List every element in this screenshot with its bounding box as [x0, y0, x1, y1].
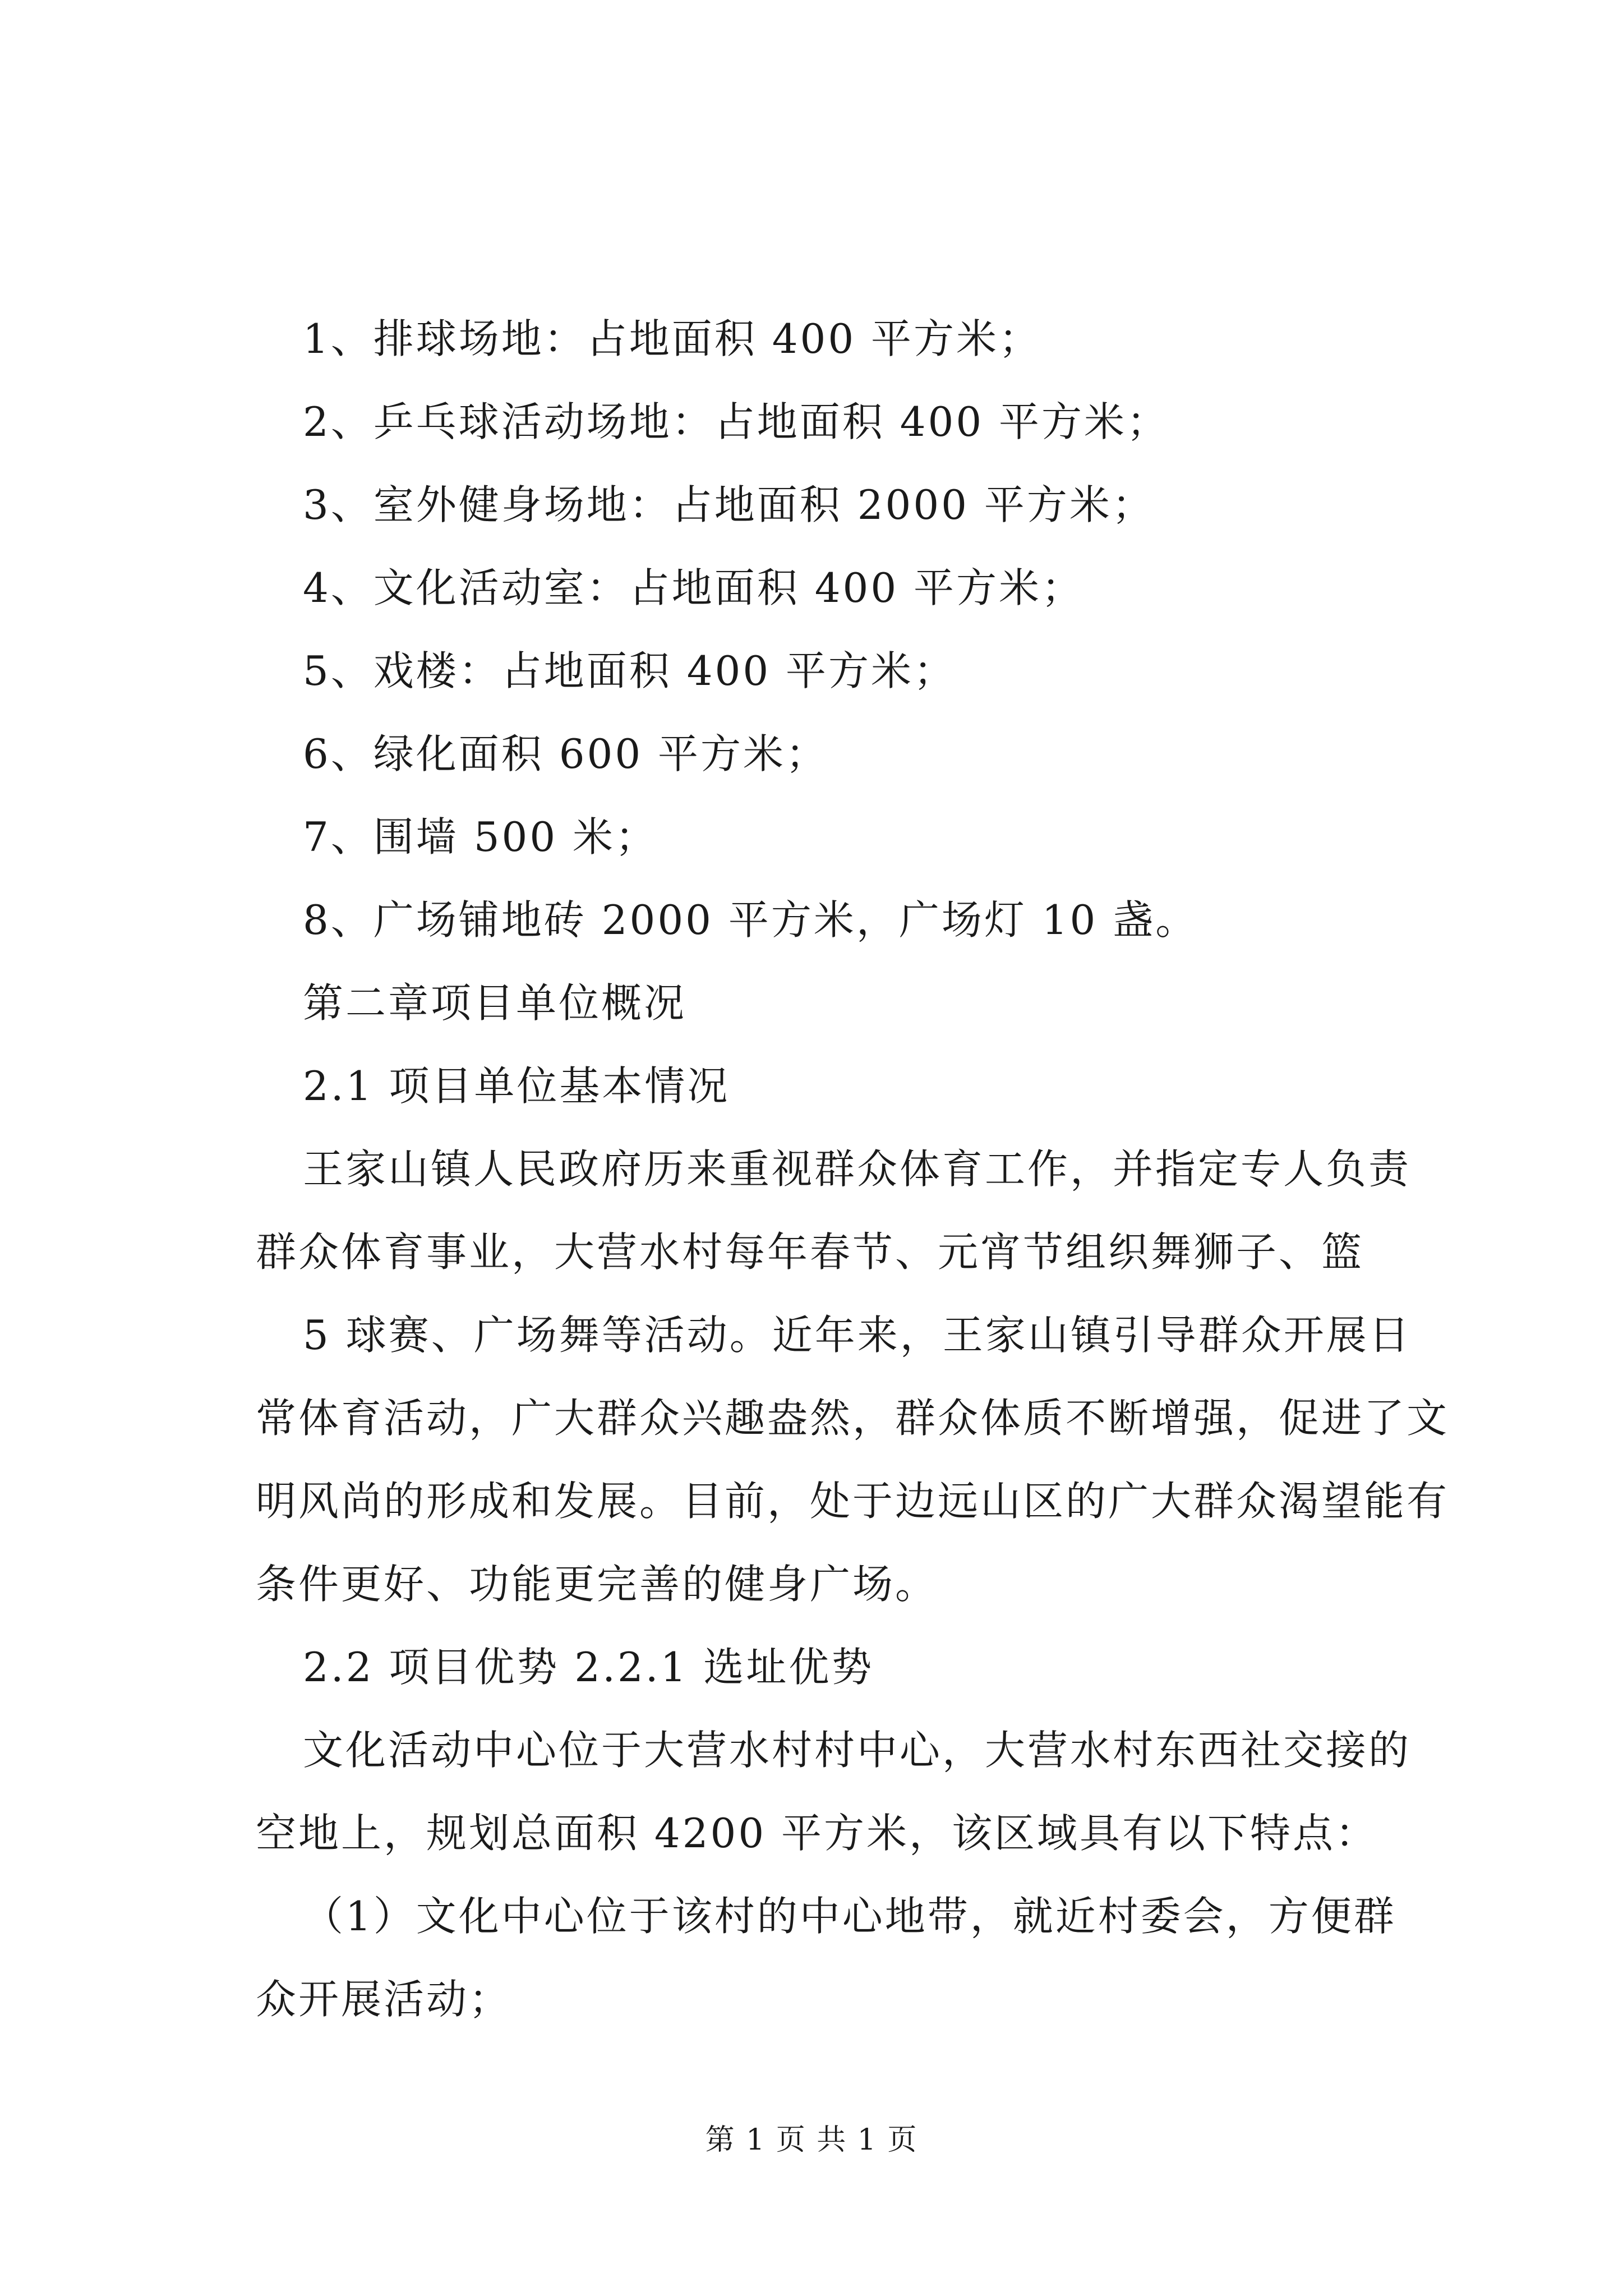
- paragraph-line: 空地上，规划总面积 4200 平方米，该区域具有以下特点：: [256, 1810, 1378, 1857]
- paragraph-line: 众开展活动；: [256, 1976, 512, 2023]
- list-item: 1、排球场地：占地面积 400 平方米；: [303, 315, 1042, 362]
- list-item: 3、室外健身场地：占地面积 2000 平方米；: [303, 481, 1155, 528]
- paragraph-basic-info: [256, 1128, 1430, 1294]
- paragraph-activities: [256, 1294, 1450, 1626]
- page-footer: 第 1 页 共 1 页: [705, 2123, 918, 2157]
- list-item: 5、戏楼：占地面积 400 平方米；: [303, 647, 957, 694]
- paragraph-line: 条件更好、功能更完善的健身广场。: [256, 1561, 938, 1608]
- section-heading-2-2: 2.2 项目优势 2.2.1 选址优势: [303, 1644, 874, 1691]
- list-item: 2、乒乓球活动场地：占地面积 400 平方米；: [303, 398, 1170, 445]
- paragraph-line: （1）文化中心位于该村的中心地带，就近村委会，方便群: [303, 1893, 1396, 1940]
- paragraph-line: 常体育活动，广大群众兴趣盎然，群众体质不断增强，促进了文: [256, 1395, 1450, 1442]
- list-item: 6、绿化面积 600 平方米；: [303, 730, 829, 777]
- list-item: 8、广场铺地砖 2000 平方米，广场灯 10 盏。: [303, 896, 1198, 944]
- chapter-heading: 第二章项目单位概况: [303, 979, 687, 1027]
- section-heading-2-1: 2.1 项目单位基本情况: [303, 1062, 730, 1110]
- list-item: 7、围墙 500 米；: [303, 813, 658, 861]
- document-body: [256, 297, 1450, 2041]
- paragraph-line: 文化活动中心位于大营水村村中心，大营水村东西社交接的: [303, 1727, 1412, 1774]
- paragraph-location: [256, 1709, 1430, 1875]
- list-item: 4、文化活动室：占地面积 400 平方米；: [303, 564, 1085, 611]
- paragraph-line: 5 球赛、广场舞等活动。近年来，王家山镇引导群众开展日: [303, 1312, 1412, 1359]
- paragraph-line: 明风尚的形成和发展。目前，处于边远山区的广大群众渴望能有: [256, 1478, 1450, 1525]
- paragraph-line: 王家山镇人民政府历来重视群众体育工作，并指定专人负责: [303, 1145, 1412, 1193]
- paragraph-feature-1: [256, 1875, 1430, 2041]
- paragraph-line: 群众体育事业，大营水村每年春节、元宵节组织舞狮子、篮: [256, 1228, 1364, 1276]
